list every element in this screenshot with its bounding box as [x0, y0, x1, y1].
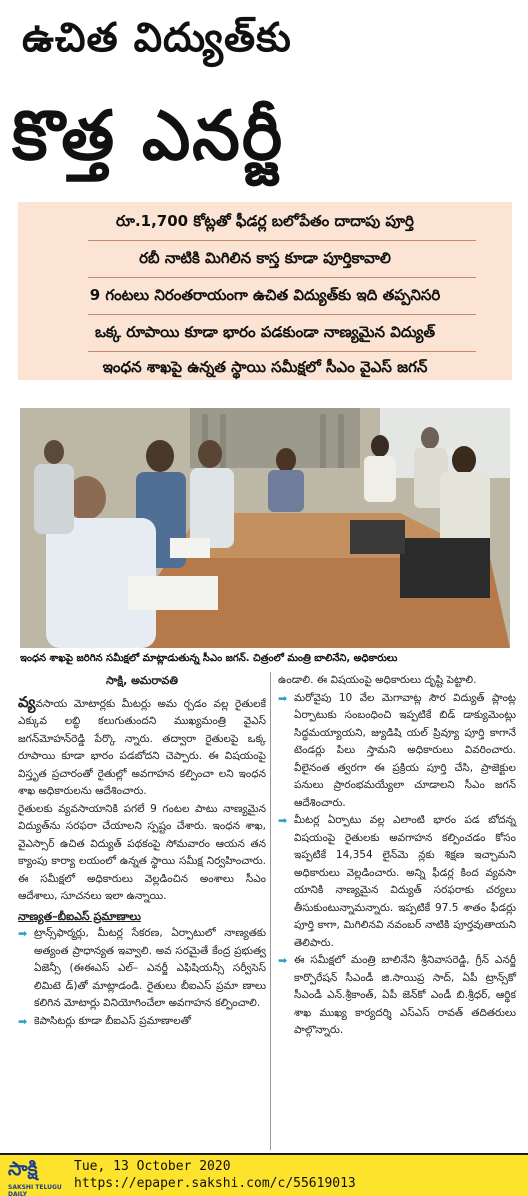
bullet-item — [18, 1013, 266, 1031]
bullet-item — [278, 812, 516, 952]
sakshi-logo[interactable] — [8, 1158, 64, 1194]
section-subheading-text: నాణ్యత–బీఐఎస్‌ ప్రమాణాలు — [18, 909, 141, 923]
bullet-item — [278, 690, 516, 813]
arrow-bullet-icon: ➡ — [278, 814, 288, 827]
dropcap: వ్య — [18, 692, 36, 711]
arrow-bullet-icon: ➡ — [278, 691, 288, 705]
highlight-line: ఇంధన శాఖపై ఉన్నత స్థాయి సమీక్షలో సీఎం వైఎస్‌ జగన్‌ — [102, 358, 428, 376]
article-paragraph — [18, 694, 266, 801]
arrow-bullet-icon: ➡ — [18, 927, 28, 940]
logo-subtext: SAKSHI TELUGU DAILY — [8, 1184, 62, 1196]
article-paragraph: ఉండాలి. ఈ విషయంపై అధికారులు దృష్టి పెట్టాలి. — [278, 674, 477, 686]
bullet-text: కెపాసిటర్లు కూడా బీఐఎస్‌ ప్రమాణాలతో — [34, 1014, 191, 1027]
headline-main: కొత్త ఎనర్జీ — [12, 97, 285, 176]
highlight-divider — [88, 240, 476, 241]
article-column-right — [278, 672, 516, 1040]
headline-kicker: ఉచిత విద్యుత్‌కు — [22, 15, 292, 61]
footer-bar — [0, 1153, 528, 1196]
photo-caption: ఇంధన శాఖపై జరిగిన సమీక్షలో మాట్లాడుతున్న సీఎం జగన్‌. చిత్రంలో మంత్రి బాలినేని, అధికారులు — [20, 653, 398, 664]
section-subheading — [18, 908, 266, 926]
bullet-text: ఈ సమీక్షలో మంత్రి బాలినేని శ్రీనివాసరెడ్డి, గ్రీన్‌ ఎనర్జీ కార్పొరేషన్‌ సీఎండీ జి.సాయిప్ర సాద్‌, ఏపీ ట్రాన్స్‌కో సీఎండీ ఎన్‌.శ్రీకాంత్‌, ఏపీ జెన్‌కో ఎండీ బి.శ్రీధర్‌, ఆర్థిక శాఖ ముఖ్య కార్యదర్శి ఎస్‌ఎస్‌ రావత్‌ తదితరులు పాల్గొన్నారు. — [294, 954, 516, 1036]
highlight-line: రబీ నాటికి మిగిలిన కాస్త కూడా పూర్తికావాలి — [139, 249, 391, 267]
column-divider — [270, 672, 271, 1150]
arrow-bullet-icon: ➡ — [18, 1014, 28, 1028]
arrow-bullet-icon: ➡ — [278, 954, 288, 967]
paragraph-text: వసాయ మోటార్లకు మీటర్లు అమ ర్చడం వల్ల రైతులకే ఎక్కువ లబ్ధి కలుగుతుందని ముఖ్యమంత్రి వైఎస్‌ జగన్‌మోహన్‌రెడ్డి పేర్కొ న్నారు. తద్వారా రైతులపై ఒక్క రూపాయి కూడా భారం పడబోదని చెప్పారు. ఈ విషయంపై విస్తృత ప్రచారంతో రైతుల్లో అవగాహన కల్పించా లని ఇంధన శాఖ అధికారులను ఆదేశించారు. — [18, 697, 266, 797]
highlight-divider — [88, 277, 476, 278]
article-column-left — [18, 672, 266, 1030]
highlight-line: రూ.1,700 కోట్లతో ఫీడర్ల బలోపేతం దాదాపు పూర్తి — [116, 212, 414, 230]
highlight-line: 9 గంటలు నిరంతరాయంగా ఉచిత విద్యుత్‌కు ఇది తప్పనిసరి — [89, 286, 441, 304]
bullet-text: మీటర్ల ఏర్పాటు వల్ల ఎలాంటి భారం పడ బోదన్న విషయంపై రైతులకు అవగాహన కల్పించడం కోసం ఇప్పటికే 14,354 లైన్‌మె న్లకు శిక్షణ ఇచ్చామని అధికారులు వెల్లడించారు. అన్ని ఫీడర్ల కింద వ్యవసా యానికి నాణ్యమైన విద్యుత్‌ సరఫరాకు చర్యలు తీసుకుంటున్నామన్నారు. ఇప్పటికే 97.5 శాతం ఫీడర్లు పూర్తి కాగా, మిగిలినవి నవంబర్‌ నాటికి పూర్తవుతాయని తెలిపారు. — [294, 814, 516, 949]
bullet-item — [278, 952, 516, 1040]
meeting-photo-illustration — [20, 408, 510, 648]
highlight-divider — [88, 351, 476, 352]
bullet-text: మరోవైపు 10 వేల మెగావాట్ల సౌర విద్యుత్‌ ప్లాంట్ల ఏర్పాటుకు సంబంధించి ఇప్పటికే బిడ్‌ డాక్యుమెంట్లు సిద్ధమయ్యాయని, జ్యుడిషి యల్‌ ప్రివ్యూ పూర్తి కాగానే టెండర్లు పిలు స్తామని అధికారులు వివరించారు. వీలైనంత త్వరగా ఈ ప్రక్రియ పూర్తి చేసి, ప్రాజెక్టుల పనులు ప్రారంభమయ్యేలా చూడాలని సీఎం జగన్‌ ఆదేశించారు. — [294, 691, 516, 809]
highlights-box — [18, 202, 512, 380]
article-paragraph: రైతులకు వ్యవసాయానికి పగలే 9 గంటల పాటు నాణ్యమైన విద్యుత్‌ను సరఫరా చేయాలని స్పష్టం చేశారు. ఇంధన శాఖ, వైఎస్సార్‌ ఉచిత విద్యుత్‌ పథకంపై సోమవారం ఆయన తన క్యాంపు కార్యా లయంలో ఉన్నత స్థాయి సమీక్ష నిర్వహించారు. ఈ సమీక్షలో అధికారులు వెల్లడించిన అంశాలు సీఎం ఆదేశాలు, సూచనలు ఇలా ఉన్నాయి. — [18, 802, 266, 902]
meeting-photo — [20, 408, 510, 648]
dateline: సాక్షి, అమరావతి — [106, 674, 178, 687]
logo-text: సాక్షి — [8, 1158, 38, 1180]
highlight-line: ఒక్క రూపాయి కూడా భారం పడకుండా నాణ్యమైన విద్యుత్‌ — [94, 323, 436, 341]
epaper-link[interactable]: https://epaper.sakshi.com/c/55619013 — [74, 1176, 356, 1191]
bullet-item — [18, 925, 266, 1013]
bullet-text: ట్రాన్స్‌ఫార్మర్లు, మీటర్ల సేకరణ, ఏర్పాటులో నాణ్యతకు అత్యంత ప్రాధాన్యత ఇవ్వాలి. అవ సరమైతే కేంద్ర ప్రభుత్వ ఏజెన్సీ (ఈఈఎస్‌ ఎల్‌– ఎనర్జీ ఎఫిషియన్సీ సర్వీసెస్‌ లిమిటె డ్‌)తో మాట్లాడండి. రైతులు బీఐఎస్‌ ప్రమా ణాలు కలిగిన మోటార్లు వినియోగించేలా అవగాహన కల్పించాలి. — [34, 927, 266, 1009]
edition-date: Tue, 13 October 2020 — [74, 1159, 231, 1174]
highlight-divider — [88, 314, 476, 315]
